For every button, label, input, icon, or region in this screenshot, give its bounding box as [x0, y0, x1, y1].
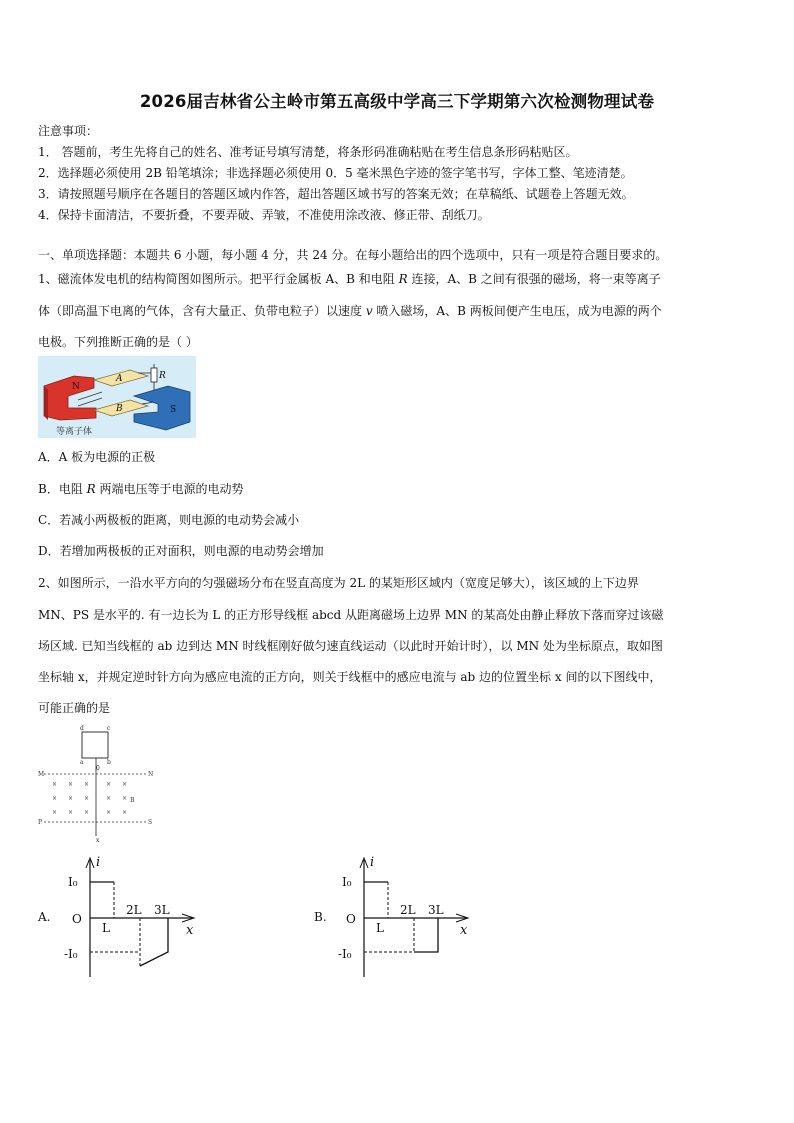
notice-item-2: 2．选择题必须使用 2B 铅笔填涂；非选择题必须使用 0．5 毫米黑色字迹的签字笔书写，字体工整、笔迹清楚。	[38, 166, 633, 180]
neg-i0-label: -I₀	[338, 947, 352, 961]
tick-3l: 3L	[154, 903, 170, 917]
field-cross: ×	[68, 809, 74, 816]
q2-graph-b[interactable]	[334, 852, 484, 987]
i0-label: I₀	[68, 875, 78, 889]
field-cross: ×	[52, 781, 58, 788]
tick-3l: 3L	[428, 903, 444, 917]
field-cross: ×	[52, 809, 58, 816]
page-title: 2026届吉林省公主岭市第五高级中学高三下学期第六次检测物理试卷	[139, 92, 655, 111]
i-axis-label: i	[370, 855, 375, 870]
field-cross: ×	[84, 795, 90, 802]
label-n: N	[148, 771, 154, 778]
label-c: c	[107, 725, 111, 732]
q1-figure	[38, 356, 196, 438]
field-cross: ×	[84, 809, 90, 816]
q2-stem-line-2: MN、PS 是水平的. 有一边长为 L 的正方形导线框 abcd 从距离磁场上边界 MN 的某高处由静止释放下落而穿过该磁	[38, 608, 664, 622]
q2-option-a-label[interactable]: A.	[38, 910, 51, 924]
q2-stem-line-5: 可能正确的是	[38, 701, 111, 715]
i0-label: I₀	[342, 875, 352, 889]
q1-option-a[interactable]: A．A 板为电源的正极	[38, 450, 156, 464]
field-cross: ×	[106, 795, 112, 802]
label-d: d	[80, 725, 84, 732]
label-b-field: B	[130, 797, 135, 804]
tick-l: L	[376, 921, 384, 935]
s-pole-label: S	[170, 405, 177, 415]
q2-field-figure	[36, 722, 160, 844]
tick-l: L	[102, 921, 110, 935]
field-cross: ×	[68, 795, 74, 802]
q2-stem-line-1: 2、如图所示，一沿水平方向的匀强磁场分布在竖直高度为 2L 的某矩形区域内（宽度足够大），该区域的上下边界	[38, 576, 639, 590]
field-cross: ×	[68, 781, 74, 788]
field-cross: ×	[122, 809, 128, 816]
n-magnet-side	[44, 386, 48, 420]
notice-heading: 注意事项：	[38, 124, 99, 138]
origin-label: O	[346, 912, 356, 926]
label-b: b	[107, 759, 111, 766]
resistor	[151, 368, 157, 382]
label-s: S	[148, 819, 153, 826]
i-axis-label: i	[96, 855, 101, 870]
n-pole-label: N	[72, 382, 80, 392]
x-axis-label: x	[96, 837, 100, 844]
q1-stem-line-2: 体（即高温下电离的气体，含有大量正、负带电粒子）以速度 v 喷入磁场，A、B 两板间便产生电压，成为电源的两个	[38, 304, 662, 318]
origin-label: 0	[96, 765, 100, 772]
current-segment-negative	[414, 918, 438, 952]
field-cross: ×	[106, 781, 112, 788]
q1-stem-line-1: 1、磁流体发电机的结构简图如图所示。把平行金属板 A、B 和电阻 R 连接，A、B 之间有很强的磁场，将一束等离子	[38, 272, 661, 286]
notice-item-4: 4．保持卡面清洁，不要折叠，不要弄破、弄皱，不准使用涂改液、修正带、刮纸刀。	[38, 208, 490, 222]
label-m: M	[38, 771, 45, 778]
neg-i0-label: -I₀	[64, 947, 78, 961]
q1-option-b[interactable]: B．电阻 R 两端电压等于电源的电动势	[38, 482, 244, 496]
q1-option-d[interactable]: D．若增加两极板的正对面积，则电源的电动势会增加	[38, 544, 324, 558]
origin-label: O	[72, 912, 82, 926]
square-frame-abcd	[82, 732, 108, 758]
x-axis-label: x	[460, 923, 468, 938]
field-crosses	[52, 781, 127, 816]
current-segment-negative	[140, 918, 168, 966]
field-cross: ×	[52, 795, 58, 802]
plasma-label: 等离子体	[56, 427, 93, 437]
q2-stem-line-4: 坐标轴 x，并规定逆时针方向为感应电流的正方向，则关于线框中的感应电流与 ab 边的位置坐标 x 间的以下图线中，	[38, 670, 662, 684]
label-a: a	[80, 759, 84, 766]
field-cross: ×	[122, 795, 128, 802]
field-cross: ×	[122, 781, 128, 788]
tick-2l: 2L	[126, 903, 142, 917]
q2-graph-a[interactable]	[60, 852, 210, 987]
field-cross: ×	[106, 809, 112, 816]
q1-option-c[interactable]: C．若减小两极板的距离，则电源的电动势会减小	[38, 513, 300, 527]
q1-stem-line-3: 电极。下列推断正确的是（ ）	[38, 335, 198, 349]
section-heading: 一、单项选择题：本题共 6 小题，每小题 4 分，共 24 分。在每小题给出的四个选项中，只有一项是符合题目要求的。	[38, 248, 668, 262]
field-cross: ×	[84, 781, 90, 788]
x-axis-label: x	[186, 923, 194, 938]
resistor-label: R	[159, 371, 166, 381]
notice-item-1: 1． 答题前，考生先将自己的姓名、准考证号填写清楚，将条形码准确粘贴在考生信息条形码粘贴区。	[38, 145, 578, 159]
tick-2l: 2L	[400, 903, 416, 917]
plate-b-label: B	[116, 404, 123, 414]
plate-a-label: A	[116, 374, 123, 384]
q2-option-b-label[interactable]: B.	[314, 910, 327, 924]
q2-stem-line-3: 场区域. 已知当线框的 ab 边到达 MN 时线框刚好做匀速直线运动（以此时开始计时），以 MN 处为坐标原点，取如图	[38, 639, 663, 653]
label-p: P	[38, 819, 43, 826]
notice-item-3: 3．请按照题号顺序在各题目的答题区域内作答，超出答题区域书写的答案无效；在草稿纸、试题卷上答题无效。	[38, 187, 634, 201]
